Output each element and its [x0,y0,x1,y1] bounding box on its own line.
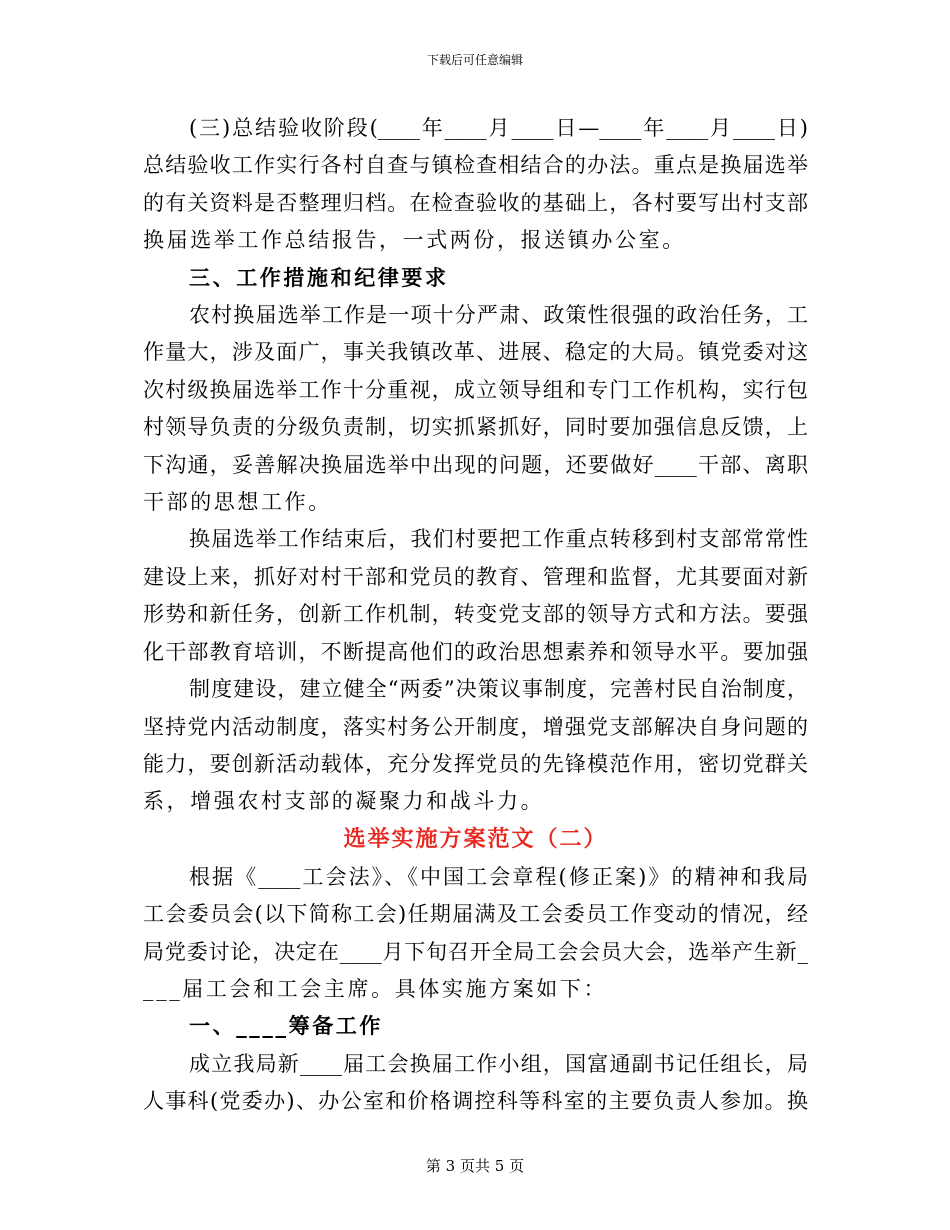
body-line: 人事科(党委办)、办公室和价格调控科等科室的主要负责人参加。换 [143,1089,808,1114]
body-line: 建设上来，抓好对村干部和党员的教育、管理和监督，尤其要面对新 [143,564,808,589]
section-heading: 三、工作措施和纪律要求 [189,265,449,290]
body-line: 形势和新任务，创新工作机制，转变党支部的领导方式和方法。要强 [143,602,808,627]
body-line: 成立我局新____届工会换届工作小组，国富通副书记任组长，局 [189,1051,808,1076]
body-line: 能力，要创新活动载体，充分发挥党员的先锋模范作用，密切党群关 [143,751,808,776]
body-line: 次村级换届选举工作十分重视，成立领导组和专门工作机构，实行包 [143,377,808,402]
document-title: 选举实施方案范文（二） [343,826,608,852]
body-line: 制度建设，建立健全“两委”决策议事制度，完善村民自治制度， [189,677,808,702]
body-line: 局党委讨论，决定在____月下旬召开全局工会会员大会，选举产生新_ [143,939,808,964]
stage-heading: (三)总结验收阶段(____年____月____日—____年____月____日) [189,116,808,140]
body-line: 系，增强农村支部的凝聚力和战斗力。 [143,789,545,814]
body-line: 根据《____工会法》、《中国工会章程(修正案)》的精神和我局 [189,864,808,889]
body-line: 下沟通，妥善解决换届选举中出现的问题，还要做好____干部、离职 [143,452,808,477]
body-line: 干部的思想工作。 [143,490,332,515]
page-number: 第 3 页共 5 页 [425,1157,525,1175]
section-heading: 一、____筹备工作 [189,1014,383,1039]
body-line: 换届选举工作结束后，我们村要把工作重点转移到村支部常常性 [189,527,808,552]
body-line: 农村换届选举工作是一项十分严肃、政策性很强的政治任务，工 [189,303,808,328]
body-line: 化干部教育培训，不断提高他们的政治思想素养和领导水平。要加强 [143,639,808,664]
body-line: 总结验收工作实行各村自查与镇检查相结合的办法。重点是换届选举 [143,153,808,178]
body-line: 村领导负责的分级负责制，切实抓紧抓好，同时要加强信息反馈，上 [143,415,808,440]
body-line: 换届选举工作总结报告，一式两份，报送镇办公室。 [143,228,686,253]
body-line: ___届工会和工会主席。具体实施方案如下： [143,976,608,1001]
body-line: 作量大，涉及面广，事关我镇改革、进展、稳定的大局。镇党委对这 [143,340,808,365]
body-line: 工会委员会(以下简称工会)任期届满及工会委员工作变动的情况，经 [143,902,808,927]
body-line: 的有关资料是否整理归档。在检查验收的基础上，各村要写出村支部 [143,190,808,215]
body-line: 坚持党内活动制度，落实村务公开制度，增强党支部解决自身问题的 [143,714,808,739]
page-header: 下载后可任意编辑 [426,53,523,67]
document-body [143,110,808,1121]
